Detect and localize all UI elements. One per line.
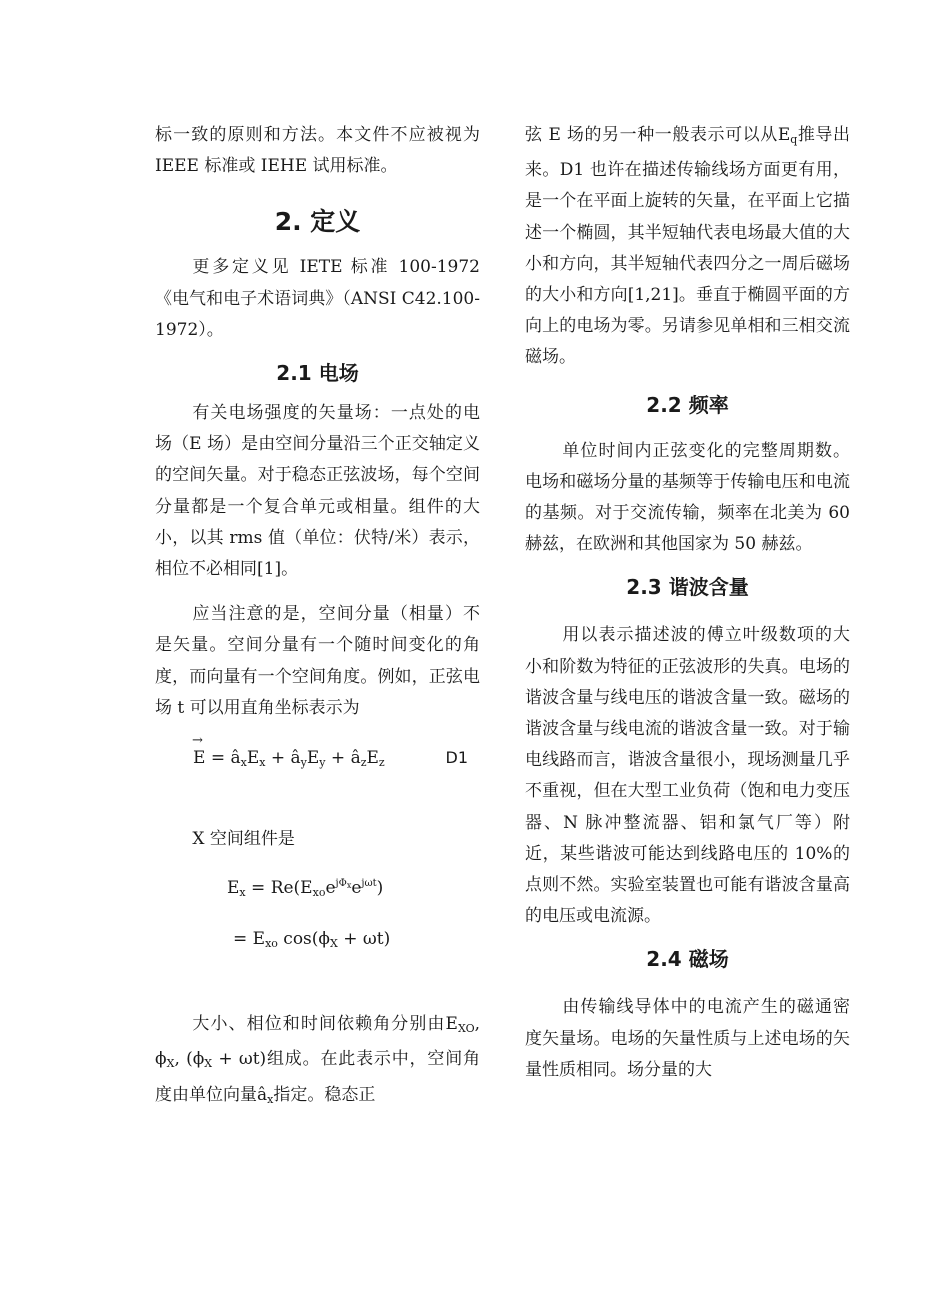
left-column	[155, 120, 480, 1115]
right-column	[525, 120, 850, 1086]
section-2-2-title: 2.2 频率	[646, 392, 729, 417]
harmonic-paragraph: 用以表示描述波的傅立叶级数项的大小和阶数为特征的正弦波形的失真。电场的谐波含量与线电压的谐波含量一致。磁场的谐波含量与线电流的谐波含量一致。对于输电线路而言，谐波含量很小，现场测量几乎不重视，但在大型工业负荷（饱和电力变压器、N 脉冲整流器、铝和氯气厂等）附近，某些谐波可能达到线路电压的 10%的点则不然。实验室装置也可能有谐波含量高的电压或电流源。	[525, 625, 850, 927]
section-2-3-title: 2.3 谐波含量	[626, 575, 749, 600]
equation-ex-2: = $E_{xo}$ $\cos(\phi_X + \omega t)$	[233, 929, 391, 951]
section-2-4-title: 2.4 磁场	[646, 947, 729, 972]
electric-field-paragraph-1: 有关电场强度的矢量场：一点处的电场（E 场）是由空间分量沿三个正交轴定义的空间矢量。对于稳态正弦波场，每个空间分量都是一个复合单元或相量。组件的大小，以其 rms 值（单位：伏特/米）表示，相位不必相同[1]。	[155, 403, 480, 580]
magnitude-phase-paragraph: 大小、相位和时间依赖角分别由$E_{XO}$, $\phi_X$, $(\phi_X + \omega t)$组成。在此表示中，空间角度由单位向量$â_x$指定。稳态正	[155, 1014, 481, 1106]
equation-ex-1: $E_x = Re(E_{xo}e^{j\Phi_x}e^{j\omega t})$	[227, 878, 384, 900]
definitions-paragraph: 更多定义见 IETE 标准 100-1972《电气和电子术语词典》（ANSI C42.100-1972）。	[155, 257, 480, 340]
section-2-1-title: 2.1 电场	[276, 361, 359, 386]
equation-label: D1	[445, 748, 468, 768]
magnetic-field-paragraph: 由传输线导体中的电流产生的磁通密度矢量场。电场的矢量性质与上述电场的矢量性质相同。场分量的大	[525, 997, 850, 1080]
x-component-paragraph: X 空间组件是	[192, 829, 295, 850]
electric-field-paragraph-2: 应当注意的是，空间分量（相量）不是矢量。空间分量有一个随时间变化的角度，而向量有一个空间角度。例如，正弦电场 t 可以用直角坐标表示为	[155, 604, 480, 718]
section-2-title: 2. 定义	[274, 207, 361, 237]
intro-paragraph: 标一致的原则和方法。本文件不应被视为 IEEE 标准或 IEHE 试用标准。	[155, 125, 480, 177]
equation-d1: → $E = â_xE_x$ + $â_yE_y$ + $â_zE_z$ D1	[155, 728, 480, 804]
frequency-paragraph: 单位时间内正弦变化的完整周期数。电场和磁场分量的基频等于传输电压和电流的基频。对于交流传输，频率在北美为 60 赫兹，在欧洲和其他国家为 50 赫兹。	[525, 440, 850, 555]
continuation-paragraph: 弦 E 场的另一种一般表示可以从$E_q$推导出来。D1 也许在描述传输线场方面更有用，是一个在平面上旋转的矢量，在平面上它描述一个椭圆，其半短轴代表电场最大值的大小和方向，其半短轴代表四分之一周后磁场的大小和方向[1,21]。垂直于椭圆平面的方向上的电场为零。另请参见单相和三相交流磁场。	[525, 125, 851, 368]
